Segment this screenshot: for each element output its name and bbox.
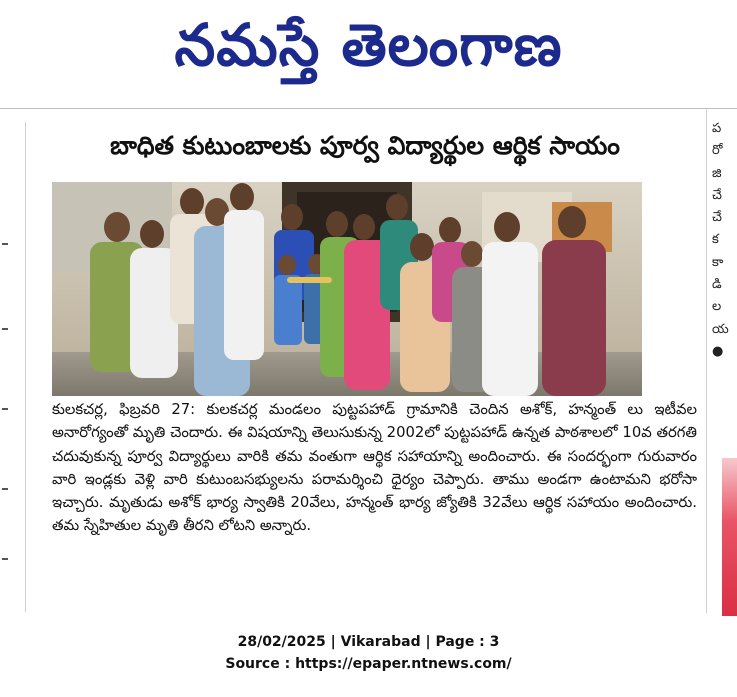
fragment: చే <box>712 187 722 203</box>
fragment: ల <box>712 299 722 315</box>
fragment: జి <box>712 165 722 181</box>
column-divider-right <box>706 108 707 613</box>
fragment: క <box>712 232 719 248</box>
fragment: కా <box>712 254 724 270</box>
page-info: 28/02/2025 | Vikarabad | Page : 3 <box>237 634 500 650</box>
fragment: ప <box>712 121 722 136</box>
newspaper-name: నమస్తే తెలంగాణ <box>174 11 563 79</box>
header-rule <box>0 108 737 109</box>
article-headline: బాధిత కుటుంబాలకు పూర్వ విద్యార్థుల ఆర్థిక సాయం <box>110 131 620 160</box>
fragment: య <box>712 321 729 337</box>
article-body: కులకచర్ల, ఫిబ్రవరి 27: కులకచర్ల మండలం పుట్టపహాడ్ గ్రామానికి చెందిన అశోక్, హన్మంత్ లు ఇటీవల అనారోగ్యంతో మృతి చెందారు. ఈ విషయాన్ని తెలుసుకున్న 2002లో పుట్టపహాడ్ ఉన్నత పాఠశాలలో 10వ తరగతి చదువుకున్న పూర్వ విద్యార్థులు వారికి తమ వంతుగా ఆర్థిక సహాయాన్ని అందించారు. ఈ సందర్భంగా గురువారం వారి ఇండ్లకు వెళ్లి వారి కుటుంబసభ్యులను పరామర్శించి ధైర్యం చెప్పారు. తాము అండగా ఉంటామని భరోసా ఇచ్చారు. మృతుడు అశోక్ భార్య స్వాతికి 20వేలు, హన్మంత్ భార్య జ్యోతికి 32వేలు ఆర్థిక సహాయం అందించారు. తమ స్నేహితుల మృతి తీరని లోటని అన్నారు. <box>52 401 697 535</box>
column-divider-left <box>25 122 26 612</box>
bullet-icon: ● <box>712 343 724 359</box>
source-link[interactable]: Source : https://epaper.ntnews.com/ <box>225 656 512 672</box>
left-column-sliver <box>0 108 22 613</box>
fragment: డి <box>712 277 722 293</box>
group-photo-icon <box>52 182 642 396</box>
masthead <box>0 0 737 95</box>
advertisement-strip <box>722 458 737 616</box>
fragment: రో <box>712 143 723 159</box>
fragment: చే <box>712 210 722 226</box>
article-photo <box>52 182 642 396</box>
